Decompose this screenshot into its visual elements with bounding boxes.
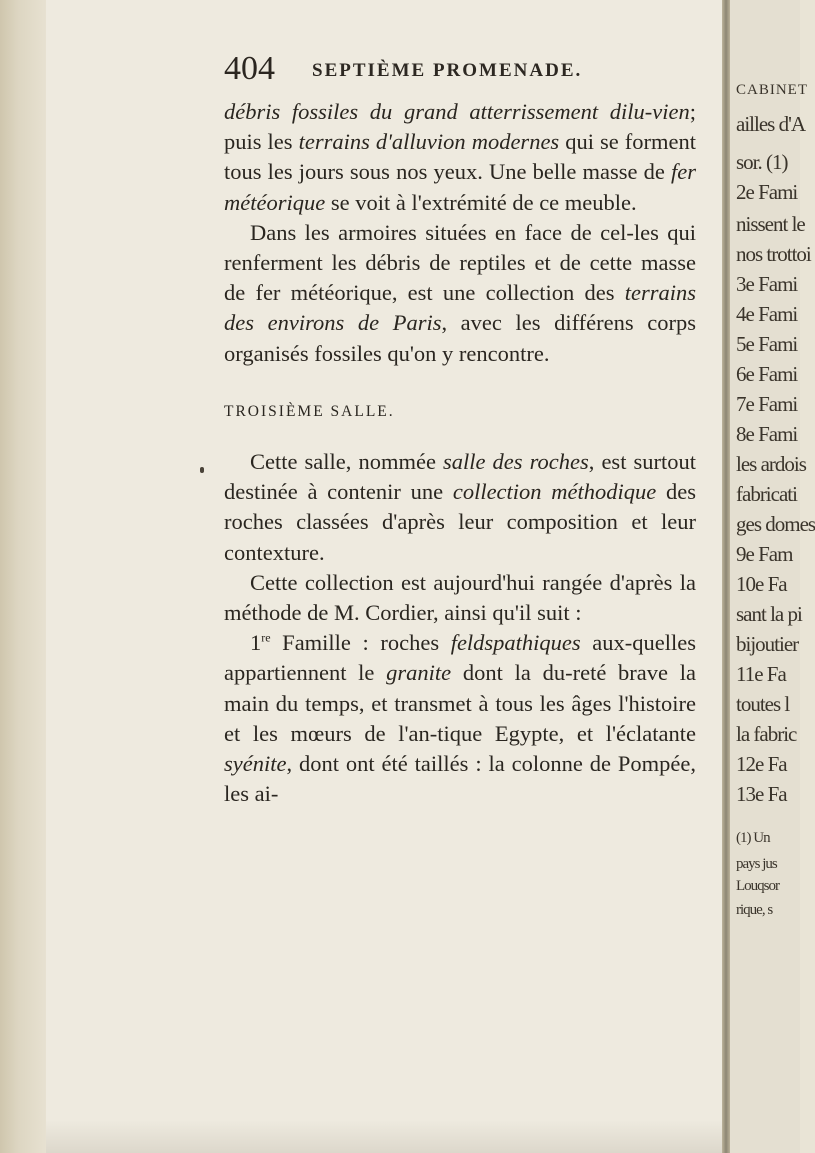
text: Cette salle, nommée xyxy=(250,449,443,475)
facing-page-line: toutes l xyxy=(736,692,790,716)
facing-page-line: 5e Fami xyxy=(736,332,798,356)
paragraph-5 xyxy=(224,628,696,809)
page-header xyxy=(224,50,704,92)
page-bottom-shade xyxy=(46,1120,722,1153)
facing-page-line: pays jus xyxy=(736,856,777,872)
facing-page-line: 2e Fami xyxy=(736,180,798,204)
facing-page-line: 4e Fami xyxy=(736,302,798,326)
facing-page-line: (1) Un xyxy=(736,830,770,846)
italic-text: feldspathiques xyxy=(450,630,581,656)
text: des roches classées d'après leur composition et leur contexture. xyxy=(224,479,696,565)
facing-page-fragment xyxy=(730,0,815,1153)
facing-page-line: 6e Fami xyxy=(736,362,798,386)
facing-page-line: Louqsor xyxy=(736,878,779,894)
book-gutter xyxy=(722,0,730,1153)
facing-page-line: 13e Fa xyxy=(736,782,787,806)
italic-text: collection méthodique xyxy=(452,479,657,505)
facing-page-line: la fabric xyxy=(736,722,797,746)
facing-page-line: nos trottoi xyxy=(736,242,811,266)
paragraph-3 xyxy=(224,447,696,568)
text: dont la du-reté brave la main du temps, et transmet à tous les âges l'histoire et les mœurs de l'an-tique Egypte, et l'éclatante xyxy=(224,660,696,746)
facing-page-line: 7e Fami xyxy=(736,392,798,416)
text: , avec les différens corps organisés fossiles qu'on y rencontre. xyxy=(224,310,696,366)
page-number: 404 xyxy=(224,50,275,87)
text: ; puis les xyxy=(224,99,696,155)
paragraph-1 xyxy=(224,97,696,218)
stray-mark xyxy=(200,467,204,473)
facing-page-line: ges domes xyxy=(736,512,815,536)
text: Dans les armoires situées en face de cel-les qui renferment les débris de reptiles et de cette masse de fer météorique, est une collection des xyxy=(224,219,696,306)
facing-page-line: 11e Fa xyxy=(736,662,786,686)
text: se voit à l'extrémité de ce meuble. xyxy=(325,189,637,215)
facing-page-line: CABINET xyxy=(736,82,808,98)
text: Cette collection est aujourd'hui rangée d'après la méthode de M. Cordier, ainsi qu'il suit : xyxy=(224,569,696,626)
text: aux-quelles appartiennent le xyxy=(224,630,696,686)
facing-page-line: 3e Fami xyxy=(736,272,798,296)
italic-text: fer météorique xyxy=(224,159,696,215)
ordinal-suffix: re xyxy=(261,630,271,645)
text: , dont ont été taillés : la colonne de Pompée, les ai- xyxy=(224,751,696,807)
section-heading: TROISIÈME SALLE. xyxy=(224,402,395,420)
facing-page-line: 9e Fam xyxy=(736,542,793,566)
facing-page-line: 10e Fa xyxy=(736,572,787,596)
facing-page-line: rique, s xyxy=(736,902,773,918)
italic-text: débris fossiles du grand atterrissement dilu-vien xyxy=(224,99,690,124)
facing-page-line: sor. (1) xyxy=(736,150,788,174)
facing-page-line: les ardois xyxy=(736,452,806,476)
italic-text: syénite xyxy=(224,751,287,777)
facing-page-line: ailles d'A xyxy=(736,112,806,136)
running-title: SEPTIÈME PROMENADE. xyxy=(312,60,583,81)
facing-page-line: 12e Fa xyxy=(736,752,787,776)
page-body xyxy=(224,97,696,809)
facing-page-line: sant la pi xyxy=(736,602,802,626)
paragraph-2 xyxy=(224,218,696,369)
facing-page-line: 8e Fami xyxy=(736,422,798,446)
book-left-edge xyxy=(0,0,46,1153)
text: Famille : roches xyxy=(270,630,451,656)
facing-page-line: nissent le xyxy=(736,212,805,236)
paragraph-4 xyxy=(224,568,696,628)
family-number: 1 xyxy=(250,630,262,656)
italic-text: terrains des environs de Paris xyxy=(224,280,696,336)
text: qui se forment tous les jours sous nos yeux. Une belle masse de xyxy=(224,129,696,185)
italic-text: terrains d'alluvion modernes xyxy=(298,129,560,155)
italic-text: salle des roches xyxy=(443,449,589,475)
facing-page-line: bijoutier xyxy=(736,632,799,656)
text: , est surtout destinée à contenir une xyxy=(224,449,697,505)
facing-page-line: fabricati xyxy=(736,482,797,506)
italic-text: granite xyxy=(386,660,452,686)
